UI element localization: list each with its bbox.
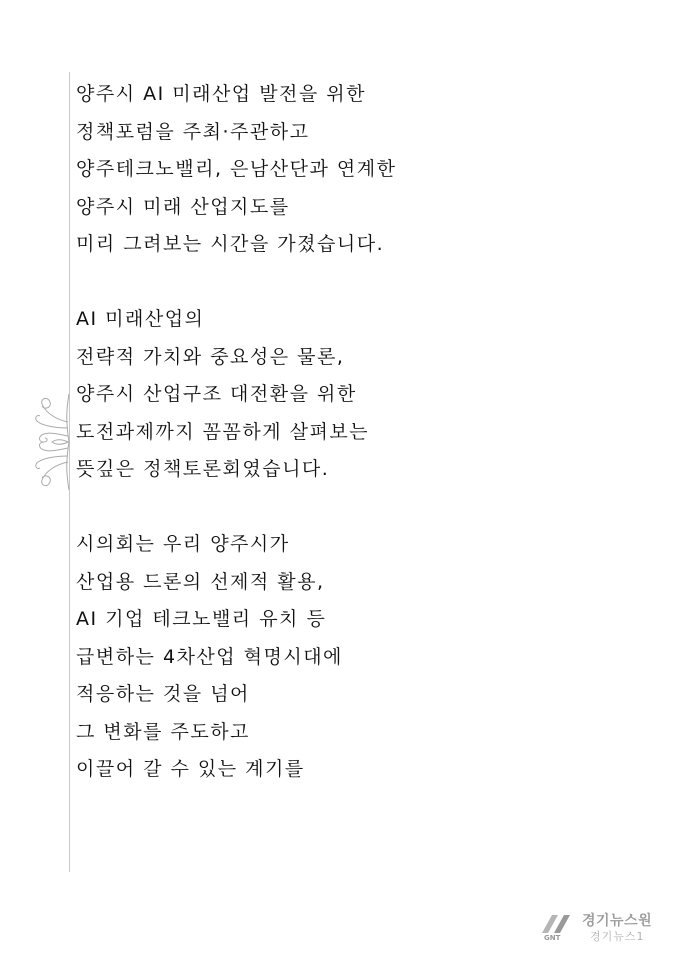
text-line: 시의회는 우리 양주시가 [76, 533, 290, 555]
paragraph [76, 301, 656, 489]
text-line: 양주테크노밸리, 은남산단과 연계한 [76, 158, 397, 180]
text-line: 급변하는 4차산업 혁명시대에 [76, 645, 343, 668]
text-line: 양주시 AI 미래산업 발전을 위한 [76, 83, 367, 105]
text-line: AI 기업 테크노밸리 유치 등 [76, 608, 327, 630]
text-line: 양주시 미래 산업지도를 [76, 195, 290, 218]
text-line: 이끌어 갈 수 있는 계기를 [76, 758, 305, 780]
paragraph [76, 76, 656, 264]
text-line: 산업용 드론의 선제적 활용, [76, 570, 325, 593]
gnt-logo-icon [538, 911, 578, 941]
text-line: 뜻깊은 정책토론회였습니다. [76, 458, 330, 480]
body-text [76, 76, 656, 789]
watermark-subtitle: 경기뉴스1 [590, 930, 645, 943]
flourish-ornament-icon [30, 392, 72, 492]
paragraph-gap [76, 489, 656, 527]
watermark-title: 경기뉴스원 [582, 913, 653, 929]
svg-text:GNT: GNT [544, 934, 561, 941]
paragraph-gap [76, 264, 656, 302]
text-line: 양주시 산업구조 대전환을 위한 [76, 383, 357, 405]
text-line: 정책포럼을 주최·주관하고 [76, 120, 310, 143]
text-line: 그 변화를 주도하고 [76, 720, 250, 743]
text-line: AI 미래산업의 [76, 308, 205, 330]
watermark [538, 909, 668, 945]
text-line: 적응하는 것을 넘어 [76, 683, 250, 705]
text-line: 도전과제까지 꼼꼼하게 살펴보는 [76, 420, 370, 443]
text-line: 미리 그려보는 시간을 가졌습니다. [76, 233, 385, 255]
text-line: 전략적 가치와 중요성은 물론, [76, 345, 345, 368]
paragraph [76, 526, 656, 789]
